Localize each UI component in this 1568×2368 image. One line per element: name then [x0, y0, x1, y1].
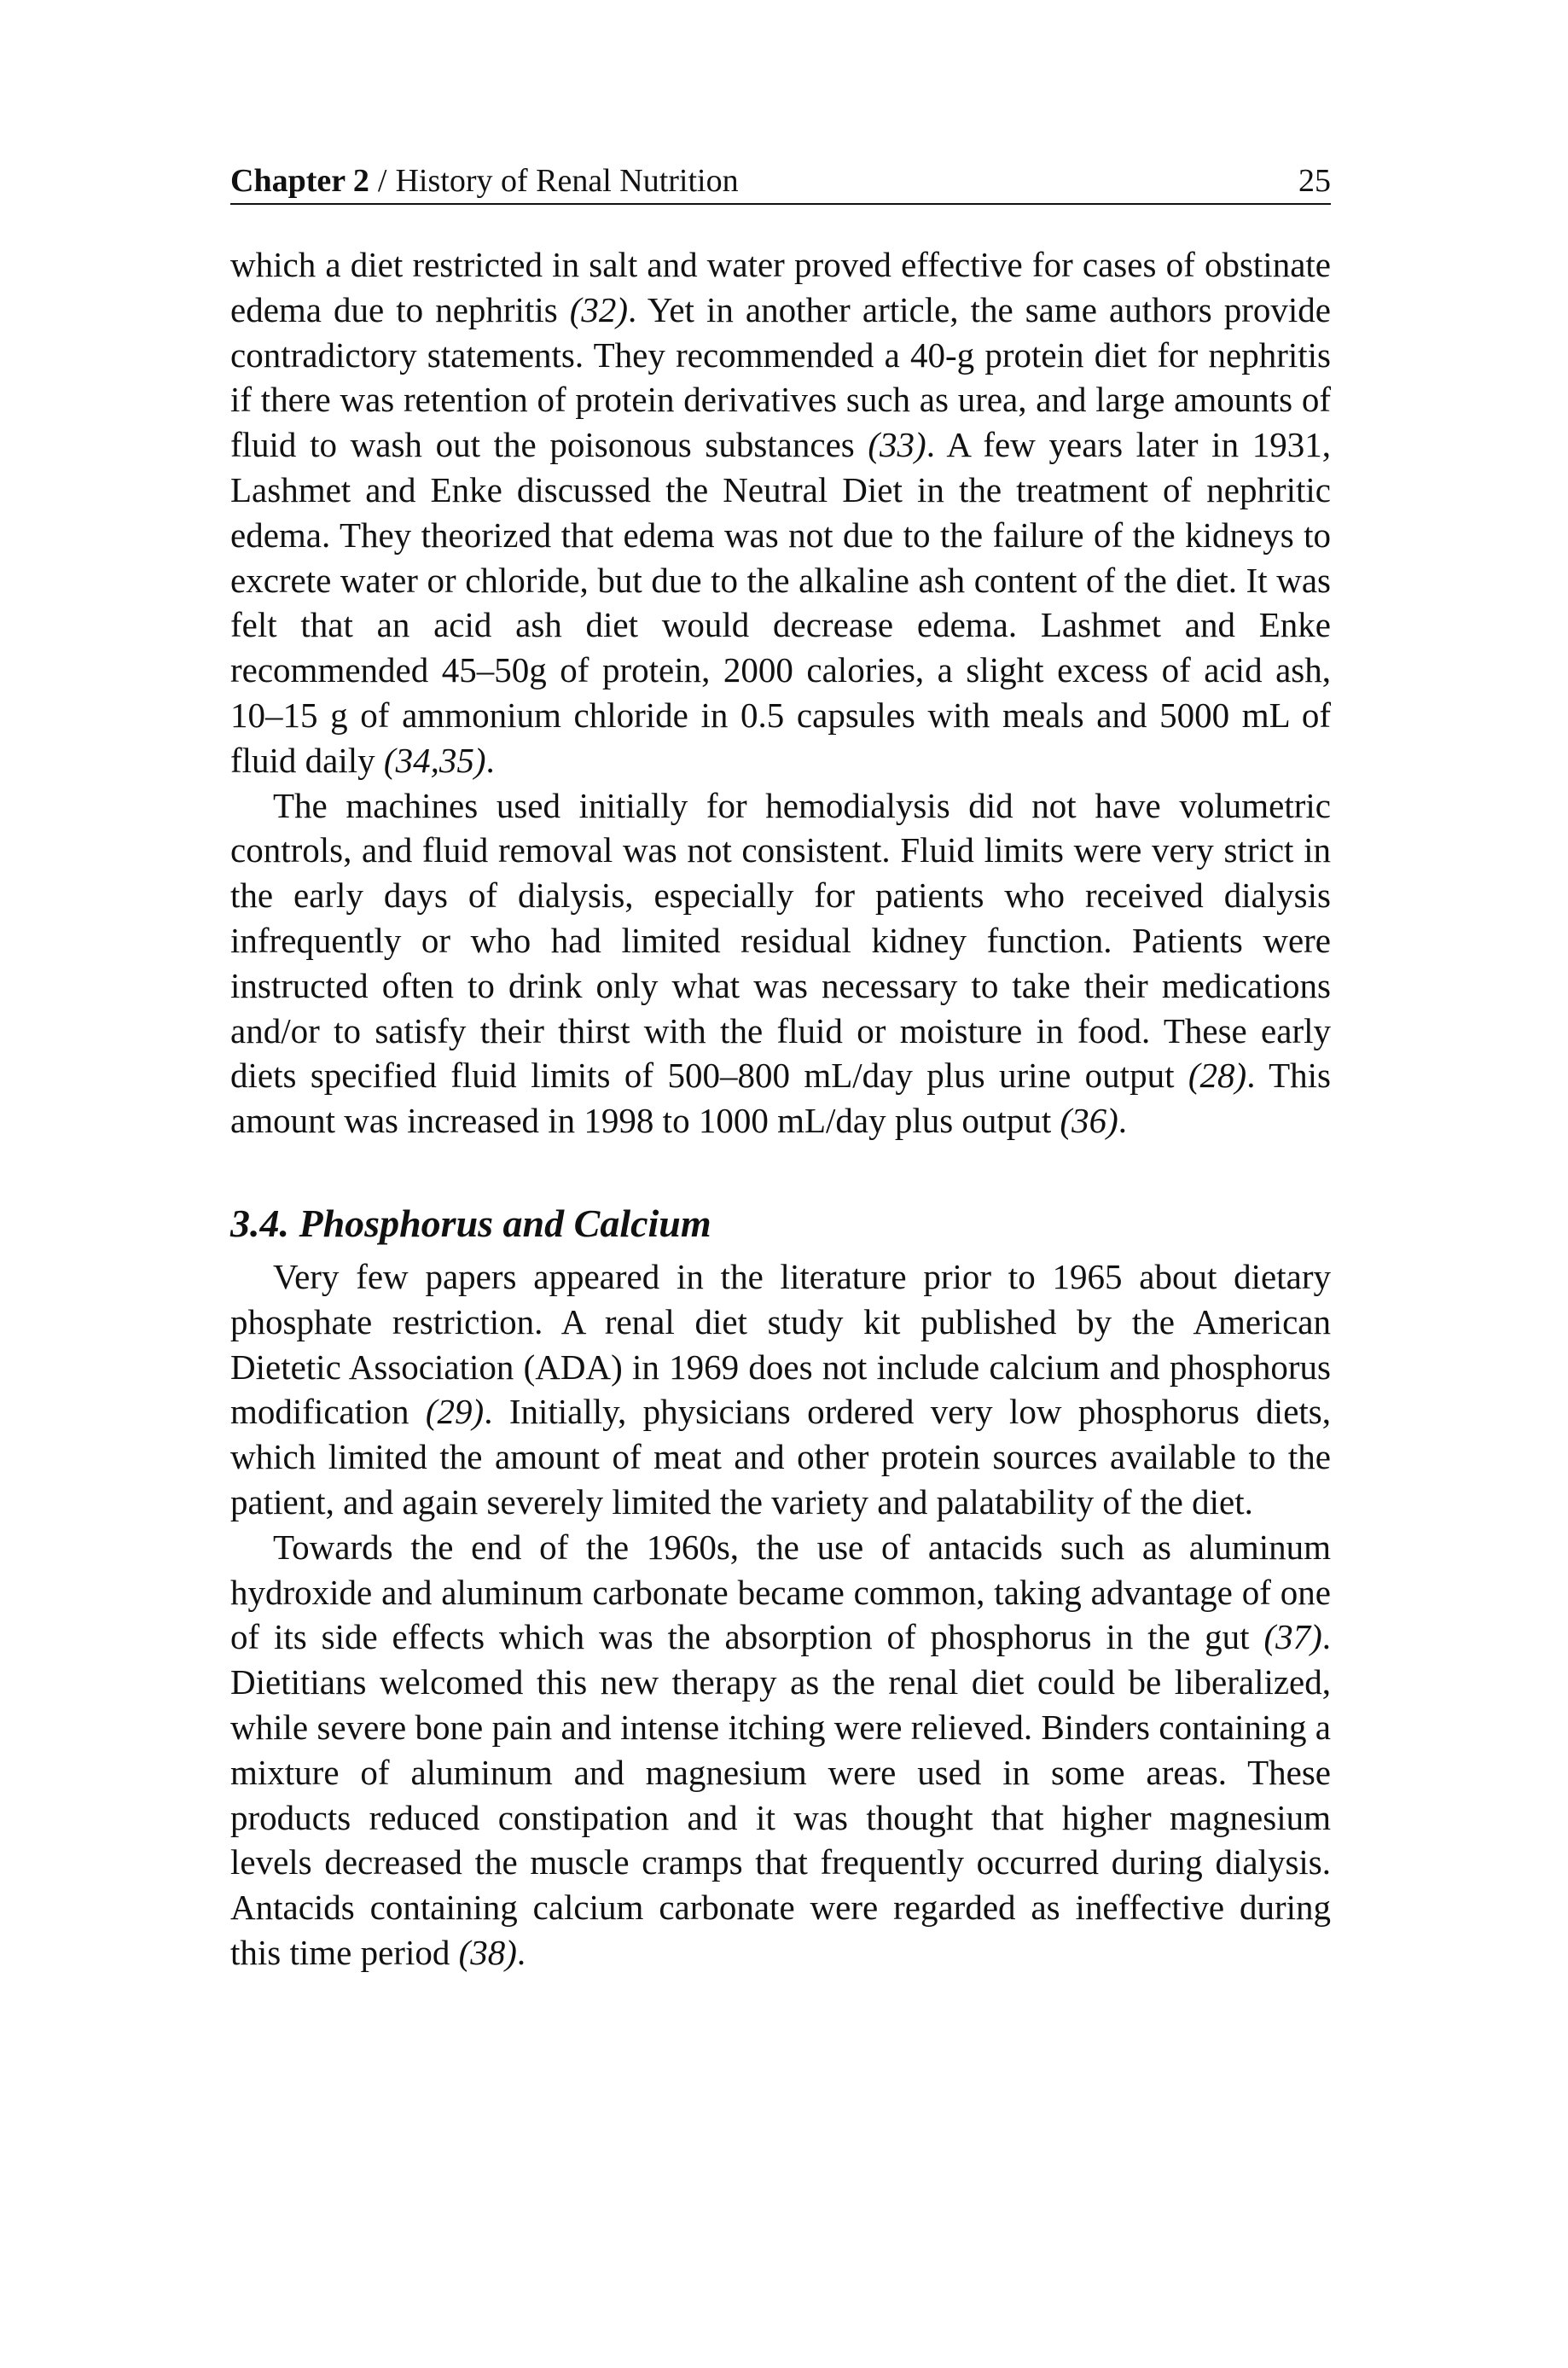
citation: (36): [1060, 1101, 1118, 1141]
body-text: [230, 242, 1331, 1975]
paragraph-text: . Yet in another article, the same authors provide contradictory statements. They recommended a 40-g protein diet for nephritis if there was retention of protein derivatives such as urea, and large amounts of fluid to wash out the poisonous substances: [230, 289, 1331, 465]
citation: (28): [1188, 1056, 1247, 1096]
running-head: [230, 162, 1331, 205]
paragraph-text: . A few years later in 1931, Lashmet and Enke discussed the Neutral Diet in the treatment of nephritic edema. They theorized that edema was not due to the failure of the kidneys to excrete water or chloride, but due to the alkaline ash content of the diet. It was felt that an acid ash diet would decrease edema. Lashmet and Enke recommended 45–50g of protein, 2000 calories, a slight excess of acid ash, 10–15 g of ammonium chloride in 0.5 capsules with meals and 5000 mL of fluid daily: [230, 425, 1331, 780]
paragraph-text: Towards the end of the 1960s, the use of antacids such as aluminum hydroxide and aluminum carbonate became common, taking advantage of one of its side effects which was the absorption of phosphorus in the gut: [230, 1527, 1331, 1657]
citation: (34,35): [383, 740, 486, 780]
running-head-separator: /: [377, 163, 387, 199]
paragraph-text: .: [485, 740, 495, 780]
paragraph-text: . Initially, physicians ordered very low phosphorus diets, which limited the amount of meat and other protein sources available to the patient, and again severely limited the variety and palatability of the diet.: [230, 1392, 1331, 1521]
paragraph: [230, 1254, 1331, 1525]
paragraph-text: . Dietitians welcomed this new therapy as the renal diet could be liberalized, while severe bone pain and intense itching were relieved. Binders containing a mixture of aluminum and magnesium were used in some areas. These products reduced constipation and it was thought that higher magnesium levels decreased the muscle cramps that frequently occurred during dialysis. Antacids containing calcium carbonate were regarded as ineffective during this time period: [230, 1617, 1331, 1972]
paragraph: [230, 242, 1331, 783]
page-number: 25: [1298, 163, 1331, 199]
section-heading: 3.4. Phosphorus and Calcium: [230, 1201, 711, 1245]
paragraph-text: The machines used initially for hemodialysis did not have volumetric controls, and fluid removal was not consistent. Fluid limits were very strict in the early days of dialysis, especially for patients who received dialysis infrequently or who had limited residual kidney function. Patients were instructed often to drink only what was necessary to take their medications and/or to satisfy their thirst with the fluid or moisture in food. These early diets specified fluid limits of 500–800 mL/day plus urine output: [230, 785, 1331, 1096]
chapter-title: History of Renal Nutrition: [395, 163, 739, 199]
paragraph-text: .: [516, 1932, 526, 1972]
paragraph-text: . This amount was increased in 1998 to 1000 mL/day plus output: [230, 1056, 1331, 1141]
citation: (32): [569, 289, 629, 329]
citation: (33): [868, 425, 926, 465]
book-page: [230, 162, 1331, 1975]
paragraph-text: Very few papers appeared in the literature prior to 1965 about dietary phosphate restriction. A renal diet study kit published by the American Dietetic Association (ADA) in 1969 does not include calcium and phosphorus modification: [230, 1256, 1331, 1432]
chapter-label: Chapter 2: [230, 163, 369, 199]
paragraph: [230, 783, 1331, 1143]
citation: (29): [425, 1392, 485, 1432]
paragraph-text: .: [1118, 1101, 1128, 1141]
citation: (37): [1263, 1617, 1322, 1657]
citation: (38): [458, 1932, 517, 1972]
running-head-title: [230, 162, 739, 200]
paragraph-text: which a diet restricted in salt and water proved effective for cases of obstinate edema due to nephritis: [230, 245, 1331, 329]
paragraph: [230, 1525, 1331, 1975]
